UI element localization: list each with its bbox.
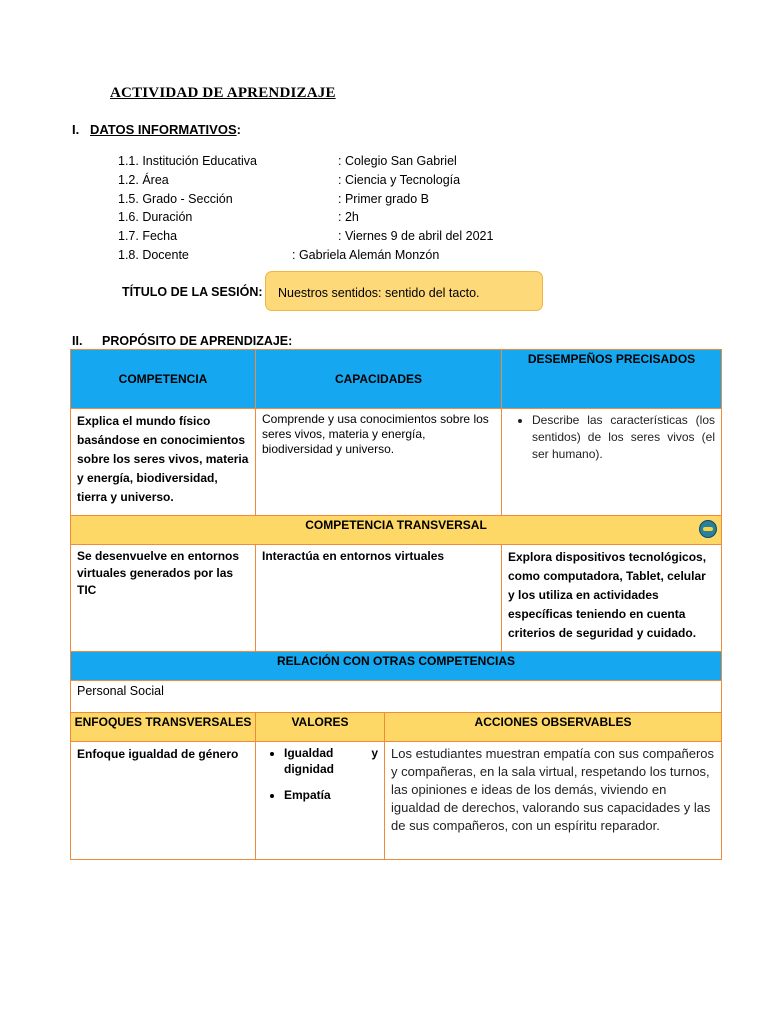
section-number: II. bbox=[72, 334, 83, 348]
header-valores: VALORES bbox=[256, 713, 385, 742]
info-value: : Viernes 9 de abril del 2021 bbox=[338, 229, 494, 243]
page-title: ACTIVIDAD DE APRENDIZAJE bbox=[110, 85, 336, 101]
session-title-value: Nuestros sentidos: sentido del tacto. bbox=[278, 286, 480, 300]
competencia-cell: Explica el mundo físico basándose en conocimientos sobre los seres vivos, materia y energía, biodiversidad, tierra y universo. bbox=[71, 409, 256, 516]
info-value: : Primer grado B bbox=[338, 192, 430, 206]
info-label: 1.7. Fecha bbox=[118, 229, 178, 243]
relacion-header: RELACIÓN CON OTRAS COMPETENCIAS bbox=[71, 652, 722, 681]
transversal-header-label: COMPETENCIA TRANSVERSAL bbox=[305, 518, 487, 532]
section-proposito bbox=[72, 334, 292, 348]
info-value: : Ciencia y Tecnología bbox=[338, 173, 461, 187]
acciones-cell: Los estudiantes muestran empatía con sus compañeros y compañeras, en la sala virtual, respetando los turnos, las opiniones e ideas de los demás, viviendo en igualdad de derechos, valorando sus capacidades y las de sus compañeros, con un espíritu reparador. bbox=[385, 742, 722, 860]
transversal-capacidad-cell: Interactúa en entornos virtuales bbox=[256, 545, 502, 652]
section-title: DATOS INFORMATIVOS bbox=[90, 122, 237, 137]
table-header-row bbox=[71, 350, 722, 409]
info-label: 1.5. Grado - Sección bbox=[118, 192, 233, 206]
session-title-box bbox=[265, 271, 543, 311]
capacidades-cell: Comprende y usa conocimientos sobre los seres vivos, materia y energía, biodiversidad y universo. bbox=[256, 409, 502, 516]
valores-cell bbox=[256, 742, 385, 860]
session-title-label: TÍTULO DE LA SESIÓN: bbox=[122, 285, 263, 299]
header-desempenos: DESEMPEÑOS PRECISADOS bbox=[502, 350, 722, 409]
desempeno-item: • Describe las características (los sentidos) de los seres vivos (el ser humano). bbox=[532, 412, 715, 463]
table-row bbox=[71, 742, 722, 860]
relacion-value: Personal Social bbox=[71, 681, 722, 713]
info-label: 1.2. Área bbox=[118, 173, 169, 187]
table-row bbox=[71, 545, 722, 652]
header-enfoques: ENFOQUES TRANSVERSALES bbox=[71, 713, 256, 742]
section-colon: : bbox=[236, 122, 241, 137]
info-value: : Colegio San Gabriel bbox=[338, 154, 457, 168]
transversal-header bbox=[71, 516, 722, 545]
transversal-desempeno-cell: Explora dispositivos tecnológicos, como computadora, Tablet, celular y los utiliza en actividades específicas teniendo en cuenta criterios de seguridad y cuidado. bbox=[502, 545, 722, 652]
section-title: PROPÓSITO DE APRENDIZAJE: bbox=[102, 334, 293, 348]
logo-icon bbox=[699, 520, 717, 538]
valor-item: • Empatía bbox=[284, 787, 378, 803]
table-row bbox=[71, 409, 722, 516]
header-competencia: COMPETENCIA bbox=[71, 350, 256, 409]
enfoques-header-row bbox=[71, 713, 722, 742]
info-value: : Gabriela Alemán Monzón bbox=[292, 248, 440, 262]
info-label: 1.6. Duración bbox=[118, 210, 193, 224]
transversal-header-row bbox=[71, 516, 722, 545]
info-label: 1.1. Institución Educativa bbox=[118, 154, 257, 168]
header-acciones: ACCIONES OBSERVABLES bbox=[385, 713, 722, 742]
enfoque-cell: Enfoque igualdad de género bbox=[71, 742, 256, 860]
relacion-row bbox=[71, 681, 722, 713]
transversal-competencia-cell: Se desenvuelve en entornos virtuales generados por las TIC bbox=[71, 545, 256, 652]
valor-item: • Igualdad y dignidad bbox=[284, 745, 378, 777]
header-capacidades: CAPACIDADES bbox=[256, 350, 502, 409]
section-number: I. bbox=[72, 122, 80, 137]
purpose-table bbox=[70, 349, 722, 860]
info-label: 1.8. Docente bbox=[118, 248, 189, 262]
section-datos-informativos bbox=[72, 122, 241, 137]
info-value: : 2h bbox=[338, 210, 359, 224]
relacion-header-row bbox=[71, 652, 722, 681]
desempeno-cell bbox=[502, 409, 722, 516]
